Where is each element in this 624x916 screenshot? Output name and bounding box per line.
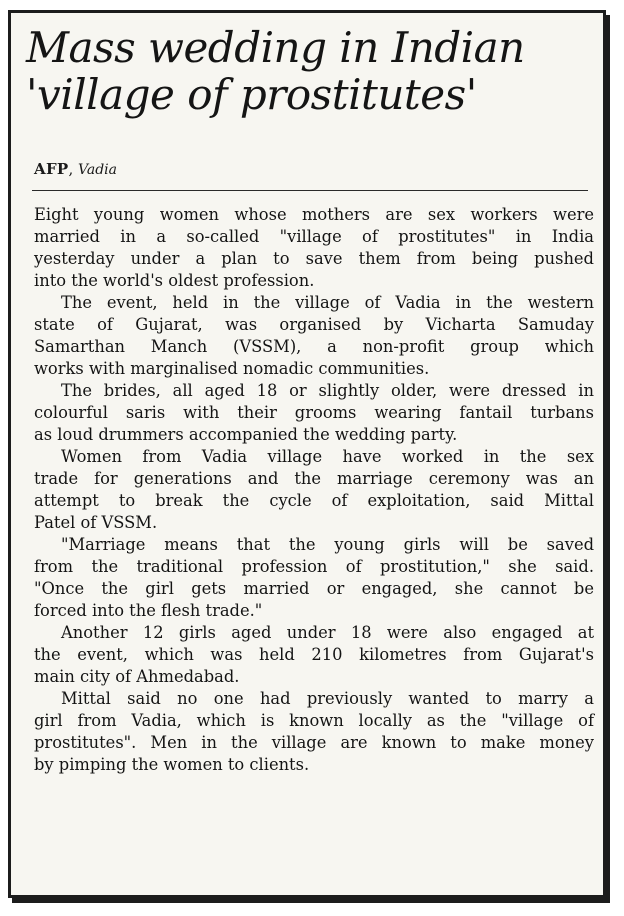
byline-place: Vadia bbox=[78, 162, 117, 178]
body-line: into the world's oldest profession. bbox=[34, 271, 315, 290]
body-line: prostitutes". Men in the village are known to make money bbox=[34, 733, 594, 752]
body-line: Patel of VSSM. bbox=[34, 513, 158, 532]
byline-separator: , bbox=[68, 160, 79, 178]
body-line: colourful saris with their grooms wearing fantail turbans bbox=[34, 403, 594, 422]
article-body bbox=[34, 204, 594, 776]
body-line: as loud drummers accompanied the wedding party. bbox=[34, 425, 458, 444]
headline bbox=[26, 24, 586, 118]
body-line: works with marginalised nomadic communities. bbox=[34, 359, 430, 378]
body-line: Women from Vadia village have worked in the sex bbox=[61, 447, 594, 466]
byline-divider bbox=[32, 190, 588, 191]
body-line: Eight young women whose mothers are sex workers were bbox=[34, 205, 594, 224]
body-line: forced into the flesh trade." bbox=[34, 601, 263, 620]
body-line: "Once the girl gets married or engaged, she cannot be bbox=[34, 579, 594, 598]
body-line: Another 12 girls aged under 18 were also engaged at bbox=[61, 623, 594, 642]
body-line: state of Gujarat, was organised by Vicharta Samuday bbox=[34, 315, 594, 334]
body-line: from the traditional profession of prostitution," she said. bbox=[34, 557, 594, 576]
body-line: Samarthan Manch (VSSM), a non-profit group which bbox=[34, 337, 594, 356]
body-line: girl from Vadia, which is known locally as the "village of bbox=[34, 711, 594, 730]
body-line: the event, which was held 210 kilometres from Gujarat's bbox=[34, 645, 594, 664]
headline-line-2: 'village of prostitutes' bbox=[26, 70, 477, 119]
body-line: Mittal said no one had previously wanted to marry a bbox=[61, 689, 594, 708]
byline bbox=[34, 160, 117, 178]
body-line: attempt to break the cycle of exploitation, said Mittal bbox=[34, 491, 594, 510]
body-line: by pimping the women to clients. bbox=[34, 755, 310, 774]
body-line: main city of Ahmedabad. bbox=[34, 667, 240, 686]
body-line: The brides, all aged 18 or slightly older, were dressed in bbox=[61, 381, 594, 400]
body-line: yesterday under a plan to save them from being pushed bbox=[34, 249, 594, 268]
body-line: The event, held in the village of Vadia in the western bbox=[61, 293, 594, 312]
body-line: "Marriage means that the young girls will be saved bbox=[61, 535, 594, 554]
headline-line-1: Mass wedding in Indian bbox=[26, 23, 525, 72]
body-line: married in a so-called "village of prostitutes" in India bbox=[34, 227, 594, 246]
byline-agency: AFP bbox=[34, 160, 69, 178]
body-line: trade for generations and the marriage ceremony was an bbox=[34, 469, 594, 488]
